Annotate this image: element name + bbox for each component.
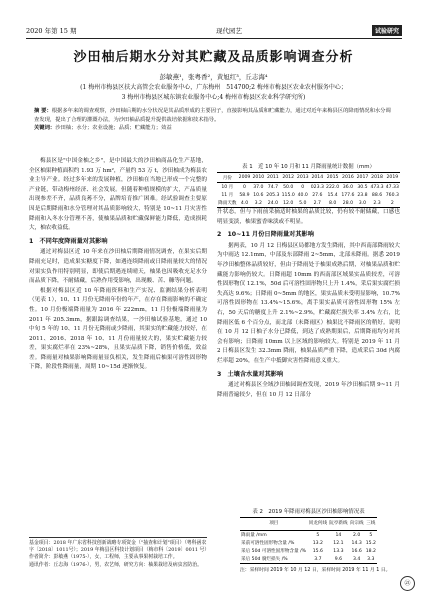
table-header: 2018 <box>369 173 384 183</box>
right-column <box>217 208 400 400</box>
table-header: 2011 <box>265 173 280 183</box>
table-cell: 36.0 <box>342 184 354 190</box>
table-header: 2009 <box>238 173 252 183</box>
table-cell: 10.6 <box>253 192 264 198</box>
table-header-row <box>217 173 400 183</box>
keywords-label: 关键词： <box>34 125 56 131</box>
table-cell: 13.2 <box>312 540 323 546</box>
table2-note: 注：采样时间 2019 年 10 月 12 日，采样时间 2019 年 11 月 1 日。 <box>240 568 391 573</box>
table-cell: 16.6 <box>351 548 362 554</box>
section-heading: 2 10~11 月份日降雨量对其影响 <box>217 231 314 239</box>
table-cell: 2.0 <box>353 532 361 538</box>
table-header: 2015 <box>325 173 340 183</box>
section-badge: 试验研究 <box>372 25 402 36</box>
table-cell: 40.0 <box>297 192 308 198</box>
table-header-row <box>240 518 377 531</box>
table-cell: 采后 50d 可溶性固形物含量 /% <box>241 549 306 554</box>
left-column <box>29 157 207 373</box>
footnote: 通讯作者：丘志海（1976-），男，农艺师，研究方向：柚果栽培及病虫害防治。 <box>29 561 203 568</box>
table-cell: 205.3 <box>266 192 280 198</box>
table1-caption: 表 1 近 10 年 10 月和 11 月降雨量统计数据（mm） <box>242 164 375 170</box>
table-cell: 58.9 <box>239 192 250 198</box>
table-header: 同龙何线 <box>308 518 329 531</box>
table-header: 2010 <box>251 173 265 183</box>
table-cell: 9.6 <box>334 556 343 562</box>
table-cell: 0 <box>301 184 305 190</box>
table-cell: 5.0 <box>299 200 307 206</box>
page-number: ㉑ <box>400 576 415 591</box>
table-cell: 23.8 <box>357 192 368 198</box>
table-row <box>240 547 377 555</box>
table-cell: 47.33 <box>385 184 399 190</box>
table-row <box>217 199 400 208</box>
table-cell: 降雨量 /mm <box>241 533 267 538</box>
table2 <box>240 517 377 564</box>
table-header: 三线 <box>365 518 377 531</box>
table-row <box>240 555 377 564</box>
keywords-text: 沙田柚；水分；农业设施；品质；贮藏能力；效益 <box>55 125 172 131</box>
table-cell: 3.7 <box>314 556 322 562</box>
table-cell: 28.0 <box>342 200 354 206</box>
table-cell: 760.3 <box>385 192 399 198</box>
abstract-text: 根据多年来的调查观察，沙田柚后期的水分状况是其品质形成的主要因子，直接影响其品质和贮藏能力，通过对近年来梅县区的降雨情况和水分调查发现，提出了合理的灌溉办法，为沙田柚品质提升提供栽培依据和技术指导。 <box>34 108 391 123</box>
table-cell: 50.0 <box>283 184 294 190</box>
table-cell: 88.6 <box>371 192 383 198</box>
table-cell: 3.3 <box>367 556 375 562</box>
table-cell: 18.2 <box>365 548 376 554</box>
footnote: 作者简介：彭敏燕（1975-），女，工程师，主要从事果树栽培工作。 <box>29 554 178 561</box>
journal-name: 现代园艺 <box>216 27 242 35</box>
paragraph: 梅县区是"中国金柚之乡"，是中国最大的沙田柚商品化生产基地，全区柚果种植面积约 1.93 万 hm²，产量约 53 万 t，沙田柚成为梅县农业主导产业。经过多年来的发展种植，沙田柚在当地已形成一个完整的产业链，带动梅州经济、社会发展。但随着种植规模的扩大，产品质量出现参差不齐，品质良莠不分，品牌培育推广困难。经试验调查主要原因是后期降雨和水分管理对其品质影响较大，特别是 10~11 月灾害性降雨和入冬水分管理不善，使柚果品质和贮藏保鲜能力降低，造成损耗大，柚农收益低。 <box>29 158 207 232</box>
affiliation-line: (1 梅州市梅县区扶大高管会农业服务中心，广东梅州 514700;2 梅州市梅县区农业农村服务中心； <box>80 84 347 91</box>
table-cell: 222.0 <box>326 184 340 190</box>
table-header: 阮亭新线 <box>328 518 349 531</box>
table-cell: 采前可溶性固形物含量 /% <box>241 541 295 546</box>
table-cell: 4.0 <box>240 200 249 206</box>
table-cell: 3.0 <box>358 200 367 206</box>
table-cell: 473.3 <box>370 184 384 190</box>
table-cell: 14 <box>335 532 342 538</box>
table-header: 月份 <box>217 173 238 183</box>
abstract-label: 摘 要： <box>34 108 52 114</box>
table-cell: 5 <box>316 532 320 538</box>
article-title: 沙田柚后期水分対其贮藏及品质影响调查分析 <box>73 50 354 65</box>
table1 <box>217 172 400 208</box>
table-header: 2019 <box>385 173 400 183</box>
affiliation-line: 3 梅州市梅县区城东镇农业服务中心;4 梅州市梅县区农业科学研究所) <box>121 94 306 101</box>
table-header: 项目 <box>240 518 308 531</box>
affiliations <box>30 83 397 103</box>
paragraph: 升状态，但与下雨前采摘适时柚果的品质比较，仍有较不耐储藏，口感也明显变淡，柚果蜜香味淡或不明显。 <box>217 209 400 225</box>
table-cell: 177.6 <box>341 192 355 198</box>
table-cell: 5 <box>369 532 373 538</box>
table-cell: 8.0 <box>328 200 337 206</box>
table-cell: 2 <box>390 200 394 206</box>
table-header: 2016 <box>340 173 355 183</box>
table-cell: 降雨天数 <box>218 201 237 206</box>
table-cell: 30.5 <box>357 184 368 190</box>
table-header: 2013 <box>296 173 310 183</box>
table-row <box>240 539 377 547</box>
table-cell: 12.0 <box>283 200 294 206</box>
table2-caption: 表 2 2019 年降雨对梅县区沙田柚影响情况表 <box>252 509 365 515</box>
table-cell: 14.3 <box>351 540 362 546</box>
table-cell: 27.6 <box>312 192 323 198</box>
paragraph: 通过对梅县区近 10 年来在沙田柚后期降雨情况调查，在果实后期降雨充足时，造成果实糖度下降，如遇连续降雨或日降雨量较大的情况对果实负作用特别明显，即使后期遇连续晴天，柚果也因吸收充足水分而品质下降，不耐储藏，后熟作用受影响，出现酸、苦、糠等问题。 <box>29 249 207 285</box>
table-cell: 37.0 <box>253 184 264 190</box>
table-header: 2012 <box>281 173 296 183</box>
table-header: 2014 <box>310 173 325 183</box>
paragraph: 根据对梅县区近 10 年降雨资料和生产实况、监测结果分析表明（见表 1），10、11 月份无降雨年份的年产，在存在降雨影响的不确定性。10 月份极端降雨量为 2016 年 222mm，11 月份极端降雨量为 2011 年 205.3mm，据跟踪调查结果，一沙田柚试验基地，通过 10 中旬 5 年的 10、11 月份无降雨或少降雨，其果实的贮藏能力较好，在 2011、2016、2018 年 10、11 月份雨量较大的，果实贮藏能力较差，果实腐烂率在 23%~28%，且果实品质下降，销售价格低，效益差。降雨量对柚果影响降雨量显负相关，发生降雨后柚果可溶性固形物下降，阶段性降雨量，周期 10~15d 逐渐恢复。 <box>29 287 207 371</box>
table-cell: 采后 50d 腐烂损失 /% <box>241 557 288 562</box>
authors: 彭敏燕¹，张粤香²，黄旭红³，丘志海⁴ <box>159 73 268 81</box>
abstract <box>34 107 393 133</box>
table-cell: 3.4 <box>353 556 361 562</box>
page-header <box>26 26 402 38</box>
table-cell: 24.0 <box>267 200 278 206</box>
table-cell: 12.1 <box>333 540 344 546</box>
table-cell: 15.6 <box>312 548 323 554</box>
table-cell: 0 <box>243 184 246 190</box>
footnotes <box>29 537 210 569</box>
table-header: 向宗线 <box>349 518 365 531</box>
paragraph: 据两表，10 月 12 日梅县区局都地方发生降雨，其中西南部降雨较大为中雨达 12.1mm，中部及东部降雨 2~5mm，北部未降雨。据悉 2019 年沙田柚整体品质较好，但由于降雨处于柚果成熟后期，对柚果品质和贮藏能力影响仍较大。日降雨超 10mm 的西南部区域果实品质较差，可溶性固形物仅 12.1%，50d 后可溶性固形物只上升 1.4%，采后果实腐烂损失高达 9.6%；日降雨 0~5mm 的地区，果实品质未受明显影响，10.7% 可溶性固形物在 13.4%~15.6%，离手果实品质可溶性固形物 15% 左右，50 天后的糖度上升 2.1%~2.9%，贮藏腐烂损失率 3.4% 左右，比降雨区低 6 个百分点，而北部（未降雨区）柚果比不降雨区的稍好。说明在 10 月 12 日柚子水分已降低，到达了成熟期果后，后期降雨均匀对其会有影响；日降雨 10mm 以上区域的影响较大。特别是 2019 年 11 月 2 日梅县区发生 32.3mm 降雨，柚果品质严重下降，造成采后 30d 内腐烂率超 20%，在生产中抵御灾害性降雨意义重大。 <box>217 242 400 364</box>
section-heading: 1 不同年度降雨量对其影响 <box>29 237 108 245</box>
section-heading: 3 土壤含水量对其影响 <box>217 370 284 378</box>
table-cell: 2.3 <box>373 200 381 206</box>
table-row <box>240 531 377 540</box>
table-cell: 023.3 <box>310 184 324 190</box>
table-row <box>217 191 400 199</box>
table-cell: 115.0 <box>281 192 295 198</box>
table-cell: 3.2 <box>254 200 262 206</box>
table-cell: 11 月 <box>221 193 234 198</box>
issue-label: 2020 年第 15 期 <box>26 27 77 35</box>
table-cell: 15.2 <box>365 540 376 546</box>
table-header: 2017 <box>356 173 370 183</box>
table-cell: 2.7 <box>313 200 321 206</box>
table-cell: 74.7 <box>267 184 278 190</box>
table-row <box>217 183 400 192</box>
table-cell: 10 月 <box>221 185 234 190</box>
paragraph: 通过对梅县区全域沙田柚园调查发现，2019 年沙田柚后期 9~11 月降雨普遍较少，但在 10 月 12 日部分 <box>217 382 400 398</box>
table-cell: 15.4 <box>327 192 338 198</box>
footnote: 基金项目：2018 年广东省科技创新战略专项资金（"抽查和计划"项目）（粤科函农字〔2018〕1011号）；2019 年梅县区科技计划项目（梅市科〔2019〕0011 号） <box>29 540 210 554</box>
header-rule <box>26 38 402 39</box>
table-cell: 13.3 <box>333 548 344 554</box>
